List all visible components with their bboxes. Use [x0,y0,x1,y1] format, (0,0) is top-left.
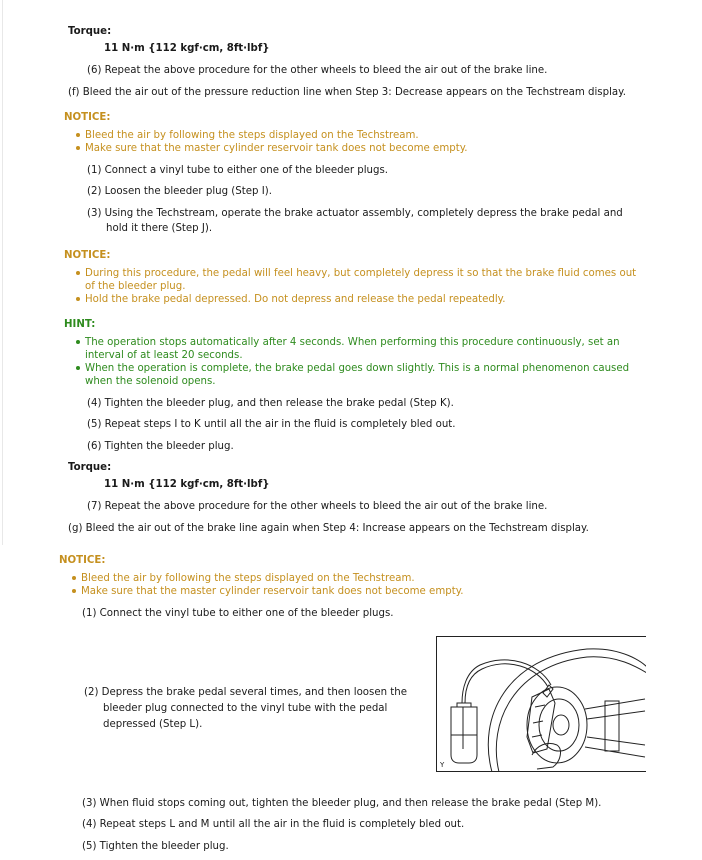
notice-item-cont: of the bleeder plug. [85,281,186,292]
hint-item: The operation stops automatically after 4 seconds. When performing this procedure continuously, set an [85,337,620,348]
step-g-2: (2) Depress the brake pedal several times, and then loosen the [84,687,408,698]
step-f-6: (6) Tighten the bleeder plug. [87,441,234,452]
torque-value: 11 N·m {112 kgf·cm, 8ft·lbf} [104,43,270,54]
step-g-1: (1) Connect the vinyl tube to either one of the bleeder plugs. [82,608,394,619]
brake-bleeding-illustration [436,636,646,772]
notice-item: During this procedure, the pedal will feel heavy, but completely depress it so that the brake fluid comes out [85,268,637,279]
bullet-icon [76,297,80,301]
notice-title: NOTICE: [59,555,106,566]
step-f-3-cont: hold it there (Step J). [106,223,213,234]
bullet-icon [72,576,76,580]
bullet-icon [76,271,80,275]
notice-item: Hold the brake pedal depressed. Do not depress and release the pedal repeatedly. [85,294,506,305]
torque-label: Torque: [68,26,112,37]
notice-item: Bleed the air by following the steps displayed on the Techstream. [85,130,419,141]
step-f-4: (4) Tighten the bleeder plug, and then release the brake pedal (Step K). [87,398,454,409]
step-f-2: (2) Loosen the bleeder plug (Step I). [87,186,272,197]
bullet-icon [76,133,80,137]
step-f6: (6) Repeat the above procedure for the other wheels to bleed the air out of the brake line. [87,65,548,76]
step-g: (g) Bleed the air out of the brake line again when Step 4: Increase appears on the Techstream display. [68,523,589,534]
hint-item-cont: when the solenoid opens. [85,376,216,387]
notice-item: Make sure that the master cylinder reservoir tank does not become empty. [81,586,464,597]
notice-item: Make sure that the master cylinder reservoir tank does not become empty. [85,143,468,154]
step-f7: (7) Repeat the above procedure for the other wheels to bleed the air out of the brake line. [87,501,548,512]
step-f: (f) Bleed the air out of the pressure reduction line when Step 3: Decrease appears on the Techstream display. [68,87,626,98]
step-f-3: (3) Using the Techstream, operate the brake actuator assembly, completely depress the brake pedal and [87,208,623,219]
torque-label: Torque: [68,462,112,473]
step-g-2-cont: bleeder plug connected to the vinyl tube with the pedal [103,703,388,714]
bullet-icon [76,366,80,370]
bullet-icon [76,146,80,150]
illustration-drawing [437,637,646,772]
step-g-4: (4) Repeat steps L and M until all the air in the fluid is completely bled out. [82,819,465,830]
step-f-5: (5) Repeat steps I to K until all the air in the fluid is completely bled out. [87,419,456,430]
step-g-3: (3) When fluid stops coming out, tighten the bleeder plug, and then release the brake pedal (Step M). [82,798,602,809]
step-g-5: (5) Tighten the bleeder plug. [82,841,229,852]
hint-item: When the operation is complete, the brake pedal goes down slightly. This is a normal phenomenon caused [85,363,630,374]
torque-value: 11 N·m {112 kgf·cm, 8ft·lbf} [104,479,270,490]
bullet-icon [76,340,80,344]
bullet-icon [72,589,76,593]
hint-title: HINT: [64,319,96,330]
step-f-1: (1) Connect a vinyl tube to either one of the bleeder plugs. [87,165,389,176]
notice-title: NOTICE: [64,112,111,123]
step-g-2-cont: depressed (Step L). [103,719,203,730]
left-border [2,0,3,545]
notice-item: Bleed the air by following the steps displayed on the Techstream. [81,573,415,584]
figure-code: Y [440,761,445,769]
hint-item-cont: interval of at least 20 seconds. [85,350,243,361]
notice-title: NOTICE: [64,250,111,261]
